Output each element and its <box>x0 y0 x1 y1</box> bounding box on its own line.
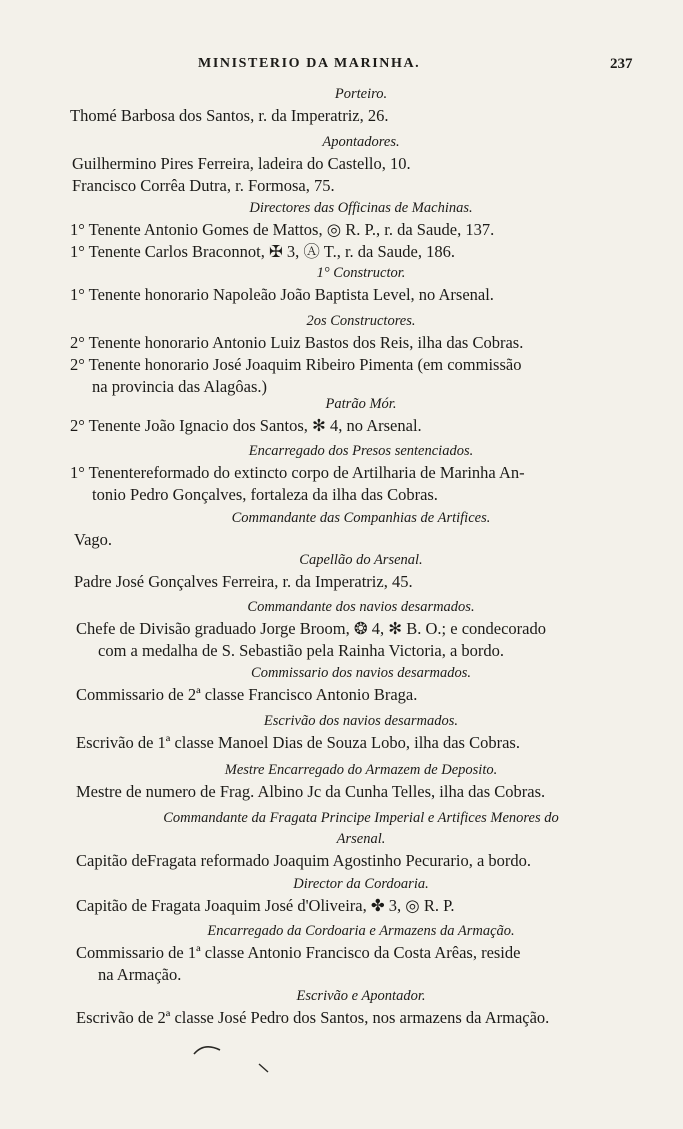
entry: Padre José Gonçalves Ferreira, r. da Imperatriz, 45. <box>74 572 413 591</box>
section-heading: 1° Constructor. <box>316 265 406 281</box>
entry-line: Chefe de Divisão graduado Jorge Broom, ❂ 4, ✻ B. O.; e condecorado <box>76 619 546 638</box>
section-heading: Patrão Mór. <box>325 396 397 412</box>
entry-multiline <box>66 462 656 506</box>
entry-multiline <box>66 618 656 662</box>
entry: Francisco Corrêa Dutra, r. Formosa, 75. <box>72 176 335 195</box>
entry: 1° Tenente Antonio Gomes de Mattos, ◎ R. P., r. da Saude, 137. <box>70 220 495 239</box>
entry: 1° Tenente honorario Napoleão João Baptista Level, no Arsenal. <box>70 285 494 304</box>
section-heading: Directores das Officinas de Machinas. <box>249 200 473 216</box>
section-heading: Commandante das Companhias de Artifices. <box>231 510 491 526</box>
section-heading: Commissario dos navios desarmados. <box>251 665 471 681</box>
entry: 2° Tenente João Ignacio dos Santos, ✻ 4, no Arsenal. <box>70 416 422 435</box>
section-heading: Escrivão dos navios desarmados. <box>263 713 459 729</box>
section-apontadores <box>66 132 656 197</box>
section-heading: Director da Cordoaria. <box>293 876 429 892</box>
section-navios-commissario <box>66 663 656 706</box>
section-constructor <box>66 263 656 306</box>
section-heading: Apontadores. <box>322 134 400 150</box>
page-number: 237 <box>610 56 633 72</box>
section-heading: Escrivão e Apontador. <box>296 988 426 1004</box>
entry-multiline <box>66 354 656 398</box>
entry-line: 1° Tenentereformado do extincto corpo de Artilharia de Marinha An- <box>70 463 525 482</box>
entry: Guilhermino Pires Ferreira, ladeira do Castello, 10. <box>72 154 411 173</box>
entry: Thomé Barbosa dos Santos, r. da Imperatriz, 26. <box>70 106 389 125</box>
entry: 2° Tenente honorario Antonio Luiz Bastos dos Reis, ilha das Cobras. <box>70 333 524 352</box>
section-porteiro <box>66 84 656 127</box>
ink-mark-icon <box>256 1060 276 1076</box>
entry: Escrivão de 1ª classe Manoel Dias de Souza Lobo, ilha das Cobras. <box>76 733 520 752</box>
section-escrivao-apontador <box>66 986 656 1029</box>
section-heading: Encarregado da Cordoaria e Armazens da Armação. <box>207 923 515 939</box>
section-navios-escrivao <box>66 711 656 754</box>
section-heading-cont: Arsenal. <box>336 831 386 847</box>
section-patrao-mor <box>66 394 656 437</box>
section-directores-officinas <box>66 198 656 263</box>
entry: Mestre de numero de Frag. Albino Jc da Cunha Telles, ilha das Cobras. <box>76 782 546 801</box>
section-heading: Mestre Encarregado do Armazem de Deposito. <box>224 762 498 778</box>
ink-mark-icon <box>190 1040 230 1060</box>
entry: Capitão de Fragata Joaquim José d'Oliveira, ✤ 3, ◎ R. P. <box>76 896 455 915</box>
entry: Commissario de 2ª classe Francisco Antonio Braga. <box>76 685 418 704</box>
section-armazem-deposito <box>66 760 656 803</box>
section-capellao <box>66 550 656 593</box>
section-constructores <box>66 311 656 398</box>
section-heading: Encarregado dos Presos sentenciados. <box>248 443 474 459</box>
section-heading: 2os Constructores. <box>306 313 416 329</box>
section-heading: Capellão do Arsenal. <box>299 552 423 568</box>
section-fragata-principe <box>66 808 656 872</box>
entry-line: tonio Pedro Gonçalves, fortaleza da ilha das Cobras. <box>92 485 438 504</box>
entry: 1° Tenente Carlos Braconnot, ✠ 3, Ⓐ T., r. da Saude, 186. <box>70 242 455 261</box>
section-artifices <box>66 508 656 551</box>
entry-line: Commissario de 1ª classe Antonio Francisco da Costa Arêas, reside <box>76 943 521 962</box>
section-presos <box>66 441 656 506</box>
entry-line: com a medalha de S. Sebastião pela Rainha Victoria, a bordo. <box>98 641 505 660</box>
section-heading: Commandante dos navios desarmados. <box>247 599 475 615</box>
entry-multiline <box>66 942 656 986</box>
entry: Capitão deFragata reformado Joaquim Agostinho Pecurario, a bordo. <box>76 851 532 870</box>
entry-line: 2° Tenente honorario José Joaquim Ribeiro Pimenta (em commissão <box>70 355 522 374</box>
section-navios-commandante <box>66 597 656 662</box>
entry: Escrivão de 2ª classe José Pedro dos Santos, nos armazens da Armação. <box>76 1008 550 1027</box>
running-header <box>0 56 683 78</box>
entry: Vago. <box>74 530 113 549</box>
entry-line: na Armação. <box>98 965 182 984</box>
section-heading: Commandante da Fragata Principe Imperial e Artifices Menores do <box>163 810 559 826</box>
section-cordoaria-encarregado <box>66 921 656 986</box>
section-heading: Porteiro. <box>334 86 388 102</box>
entry-line: na provincia das Alagôas.) <box>92 377 268 396</box>
ministry-title: MINISTERIO DA MARINHA. <box>198 56 421 71</box>
section-cordoaria-director <box>66 874 656 917</box>
